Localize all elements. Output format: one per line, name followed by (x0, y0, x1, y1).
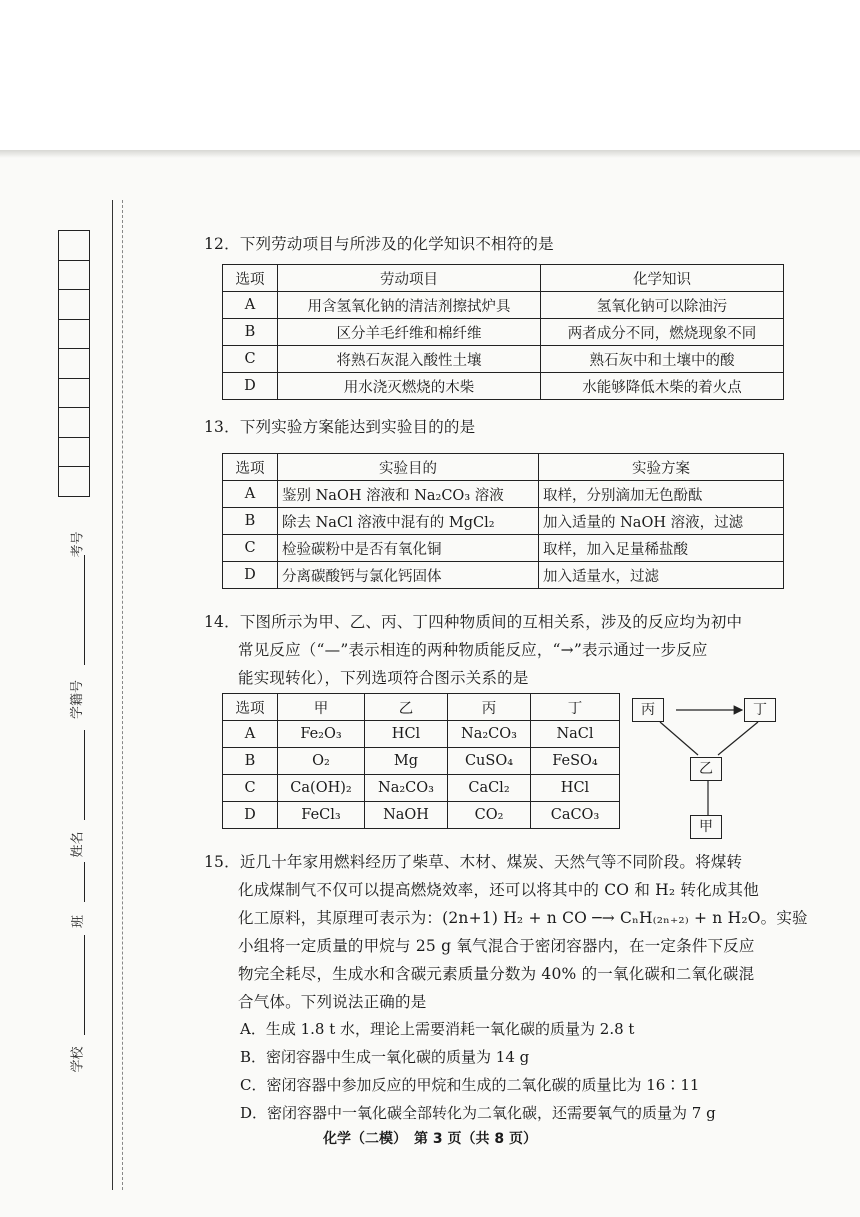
blank-line (84, 730, 85, 820)
diagram-node-bing: 丙 (632, 698, 664, 722)
table-header: 丙 (448, 694, 531, 721)
question-13-table (222, 453, 784, 589)
table-cell: Na₂CO₃ (365, 775, 448, 802)
blank-line (84, 555, 85, 665)
margin-label-school: 学校 (70, 1046, 86, 1073)
table-cell: CaCO₃ (531, 802, 620, 829)
blank-line (84, 862, 85, 902)
table-cell: 加入适量的 NaOH 溶液，过滤 (539, 508, 784, 535)
margin-label-name: 姓名 (70, 831, 86, 858)
question-13-stem: 13．下列实验方案能达到实验目的的是 (204, 418, 476, 436)
table-header: 丁 (531, 694, 620, 721)
table-cell: D (223, 802, 278, 829)
table-row (223, 748, 620, 775)
table-cell: 检验碳粉中是否有氧化铜 (278, 535, 539, 562)
table-cell: B (223, 319, 278, 346)
table-header-row (223, 265, 784, 292)
question-15-option-a: A．生成 1.8 t 水，理论上需要消耗一氧化碳的质量为 2.8 t (240, 1020, 635, 1038)
table-row (223, 346, 784, 373)
question-15-stem-line: 15．近几十年家用燃料经历了柴草、木材、煤炭、天然气等不同阶段。将煤转 (204, 853, 743, 871)
table-header: 化学知识 (541, 265, 784, 292)
question-15-option-c: C．密闭容器中参加反应的甲烷和生成的二氧化碳的质量比为 16∶11 (240, 1076, 700, 1094)
table-cell: NaCl (531, 721, 620, 748)
cut-line (122, 200, 123, 1190)
table-cell: 熟石灰中和土壤中的酸 (541, 346, 784, 373)
page-edge (0, 150, 860, 158)
table-row (223, 373, 784, 400)
table-header: 实验方案 (539, 454, 784, 481)
question-15-stem-line: 化工原料，其原理可表示为：(2n+1) H₂ + n CO ─→ CₙH₍₂ₙ₊₂₎ + n H₂O。实验 (238, 909, 808, 927)
question-12-stem: 12．下列劳动项目与所涉及的化学知识不相符的是 (204, 235, 554, 253)
table-cell: CaCl₂ (448, 775, 531, 802)
binding-line (112, 200, 113, 1190)
question-14-stem-line: 能实现转化），下列选项符合图示关系的是 (238, 669, 529, 687)
table-cell: Fe₂O₃ (278, 721, 365, 748)
table-header-row (223, 454, 784, 481)
table-row (223, 562, 784, 589)
table-cell: FeCl₃ (278, 802, 365, 829)
table-cell: A (223, 481, 278, 508)
table-cell: 水能够降低木柴的着火点 (541, 373, 784, 400)
question-15-stem-line: 小组将一定质量的甲烷与 25 g 氧气混合于密闭容器内，在一定条件下反应 (238, 937, 755, 955)
table-cell: Ca(OH)₂ (278, 775, 365, 802)
table-cell: C (223, 775, 278, 802)
table-cell: CO₂ (448, 802, 531, 829)
table-cell: 两者成分不同，燃烧现象不同 (541, 319, 784, 346)
table-cell: 用含氢氧化钠的清洁剂擦拭炉具 (278, 292, 541, 319)
table-cell: 除去 NaCl 溶液中混有的 MgCl₂ (278, 508, 539, 535)
table-cell: 分离碳酸钙与氯化钙固体 (278, 562, 539, 589)
table-cell: 将熟石灰混入酸性土壤 (278, 346, 541, 373)
table-row (223, 721, 620, 748)
table-cell: A (223, 721, 278, 748)
table-row (223, 535, 784, 562)
diagram-node-jia: 甲 (690, 815, 722, 839)
table-header: 选项 (223, 454, 278, 481)
table-header: 实验目的 (278, 454, 539, 481)
table-cell: A (223, 292, 278, 319)
table-cell: NaOH (365, 802, 448, 829)
table-header: 选项 (223, 265, 278, 292)
table-cell: D (223, 562, 278, 589)
table-cell: HCl (365, 721, 448, 748)
table-cell: 区分羊毛纤维和棉纤维 (278, 319, 541, 346)
margin-label-xuejihao: 学籍号 (70, 679, 86, 720)
table-header: 劳动项目 (278, 265, 541, 292)
table-row (223, 319, 784, 346)
question-15-option-b: B．密闭容器中生成一氧化碳的质量为 14 g (240, 1048, 530, 1066)
table-cell: 取样，加入足量稀盐酸 (539, 535, 784, 562)
table-cell: HCl (531, 775, 620, 802)
table-cell: Na₂CO₃ (448, 721, 531, 748)
table-cell: D (223, 373, 278, 400)
table-row (223, 508, 784, 535)
table-cell: C (223, 535, 278, 562)
table-header: 选项 (223, 694, 278, 721)
question-12-table (222, 264, 784, 400)
diagram-node-yi: 乙 (690, 757, 722, 781)
table-cell: 氢氧化钠可以除油污 (541, 292, 784, 319)
table-cell: Mg (365, 748, 448, 775)
table-row (223, 292, 784, 319)
table-row (223, 802, 620, 829)
question-14-stem-line: 常见反应（“—”表示相连的两种物质能反应，“→”表示通过一步反应 (238, 641, 708, 659)
table-cell: O₂ (278, 748, 365, 775)
question-14-table (222, 693, 620, 829)
page-footer: 化学（二模） 第 3 页（共 8 页） (323, 1131, 537, 1147)
exam-number-boxes (58, 230, 90, 497)
question-15-stem-line: 物完全耗尽，生成水和含碳元素质量分数为 40% 的一氧化碳和二氧化碳混 (238, 965, 755, 983)
table-cell: 用水浇灭燃烧的木柴 (278, 373, 541, 400)
margin-label-class: 班 (71, 914, 87, 929)
diagram-node-ding: 丁 (744, 698, 776, 722)
table-cell: 鉴别 NaOH 溶液和 Na₂CO₃ 溶液 (278, 481, 539, 508)
table-row (223, 775, 620, 802)
question-15-option-d: D．密闭容器中一氧化碳全部转化为二氧化碳，还需要氧气的质量为 7 g (240, 1104, 716, 1122)
table-cell: B (223, 748, 278, 775)
question-15-stem-line: 合气体。下列说法正确的是 (238, 993, 427, 1011)
table-cell: CuSO₄ (448, 748, 531, 775)
table-header: 甲 (278, 694, 365, 721)
table-cell: C (223, 346, 278, 373)
table-cell: B (223, 508, 278, 535)
table-header-row (223, 694, 620, 721)
margin-label-kaohao: 考号 (70, 531, 86, 558)
question-15-stem-line: 化成煤制气不仅可以提高燃烧效率，还可以将其中的 CO 和 H₂ 转化成其他 (238, 881, 759, 899)
table-cell: 取样，分别滴加无色酚酞 (539, 481, 784, 508)
table-row (223, 481, 784, 508)
question-14-stem-line: 14．下图所示为甲、乙、丙、丁四种物质间的互相关系，涉及的反应均为初中 (204, 613, 743, 631)
table-header: 乙 (365, 694, 448, 721)
table-cell: FeSO₄ (531, 748, 620, 775)
table-cell: 加入适量水，过滤 (539, 562, 784, 589)
blank-line (84, 935, 85, 1035)
